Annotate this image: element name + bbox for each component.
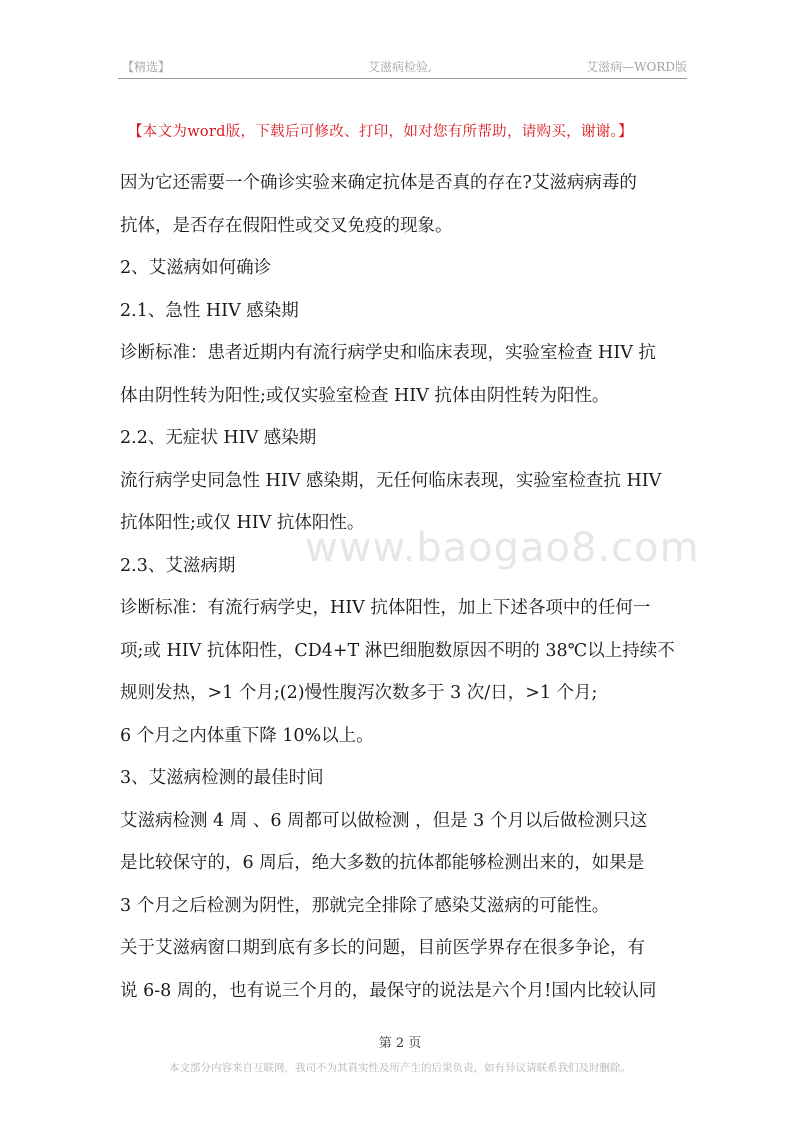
subsection-heading: 2.2、无症状 HIV 感染期 — [120, 428, 317, 448]
body-line: 诊断标准：有流行病学史，HIV 抗体阳性，加上下述各项中的任何一 — [120, 598, 651, 618]
page-header — [118, 56, 687, 79]
body-line: 艾滋病检测 4 周 、6 周都可以做检测 ，但是 3 个月以后做检测只这 — [120, 810, 648, 831]
body-line: 抗体阳性;或仅 HIV 抗体阳性。 — [120, 513, 365, 533]
page-footer-disclaimer: 本文部分内容来自互联网，我司不为其真实性及所产生的后果负责，如有异议请联系我们及时删除。 — [169, 1062, 631, 1074]
document-body — [120, 162, 685, 1012]
page-number: 第 2 页 — [378, 1036, 422, 1051]
editable-notice-banner: 【本文为word版，下载后可修改、打印，如对您有所帮助，请购买，谢谢。】 — [128, 124, 633, 140]
header-right-label: 艾滋病—WORD版 — [586, 60, 687, 74]
body-line: 6 个月之内体重下降 10%以上。 — [120, 725, 374, 746]
body-line: 3 个月之后检测为阴性，那就完全排除了感染艾滋病的可能性。 — [120, 895, 610, 916]
body-line: 体由阴性转为阳性;或仅实验室检查 HIV 抗体由阴性转为阳性。 — [120, 385, 610, 406]
body-line: 关于艾滋病窗口期到底有多长的问题，目前医学界存在很多争论，有 — [120, 938, 645, 958]
body-line: 项;或 HIV 抗体阳性，CD4+T 淋巴细胞数原因不明的 38℃以上持续不 — [120, 640, 675, 661]
subsection-heading: 2.3、艾滋病期 — [120, 555, 236, 576]
section-heading: 2、艾滋病如何确诊 — [120, 258, 272, 278]
body-line: 因为它还需要一个确诊实验来确定抗体是否真的存在?艾滋病病毒的 — [120, 173, 637, 193]
body-line: 规则发热，>1 个月;(2)慢性腹泻次数多于 3 次/日，>1 个月; — [120, 683, 598, 703]
body-line: 抗体，是否存在假阳性或交叉免疫的现象。 — [120, 215, 453, 236]
subsection-heading: 2.1、急性 HIV 感染期 — [120, 300, 299, 321]
body-line: 是比较保守的，6 周后，绝大多数的抗体都能够检测出来的，如果是 — [120, 853, 645, 873]
watermark: www.baogao8.com — [305, 525, 700, 571]
section-heading: 3、艾滋病检测的最佳时间 — [120, 768, 324, 788]
body-line: 说 6-8 周的，也有说三个月的，最保守的说法是六个月!国内比较认同 — [120, 980, 657, 1001]
body-line: 流行病学史同急性 HIV 感染期，无任何临床表现，实验室检查抗 HIV — [120, 470, 662, 491]
header-center-label: 艾滋病检验, — [368, 60, 432, 74]
header-left-label: 【精选】 — [122, 60, 171, 74]
body-line: 诊断标准：患者近期内有流行病学史和临床表现，实验室检查 HIV 抗 — [120, 343, 656, 363]
